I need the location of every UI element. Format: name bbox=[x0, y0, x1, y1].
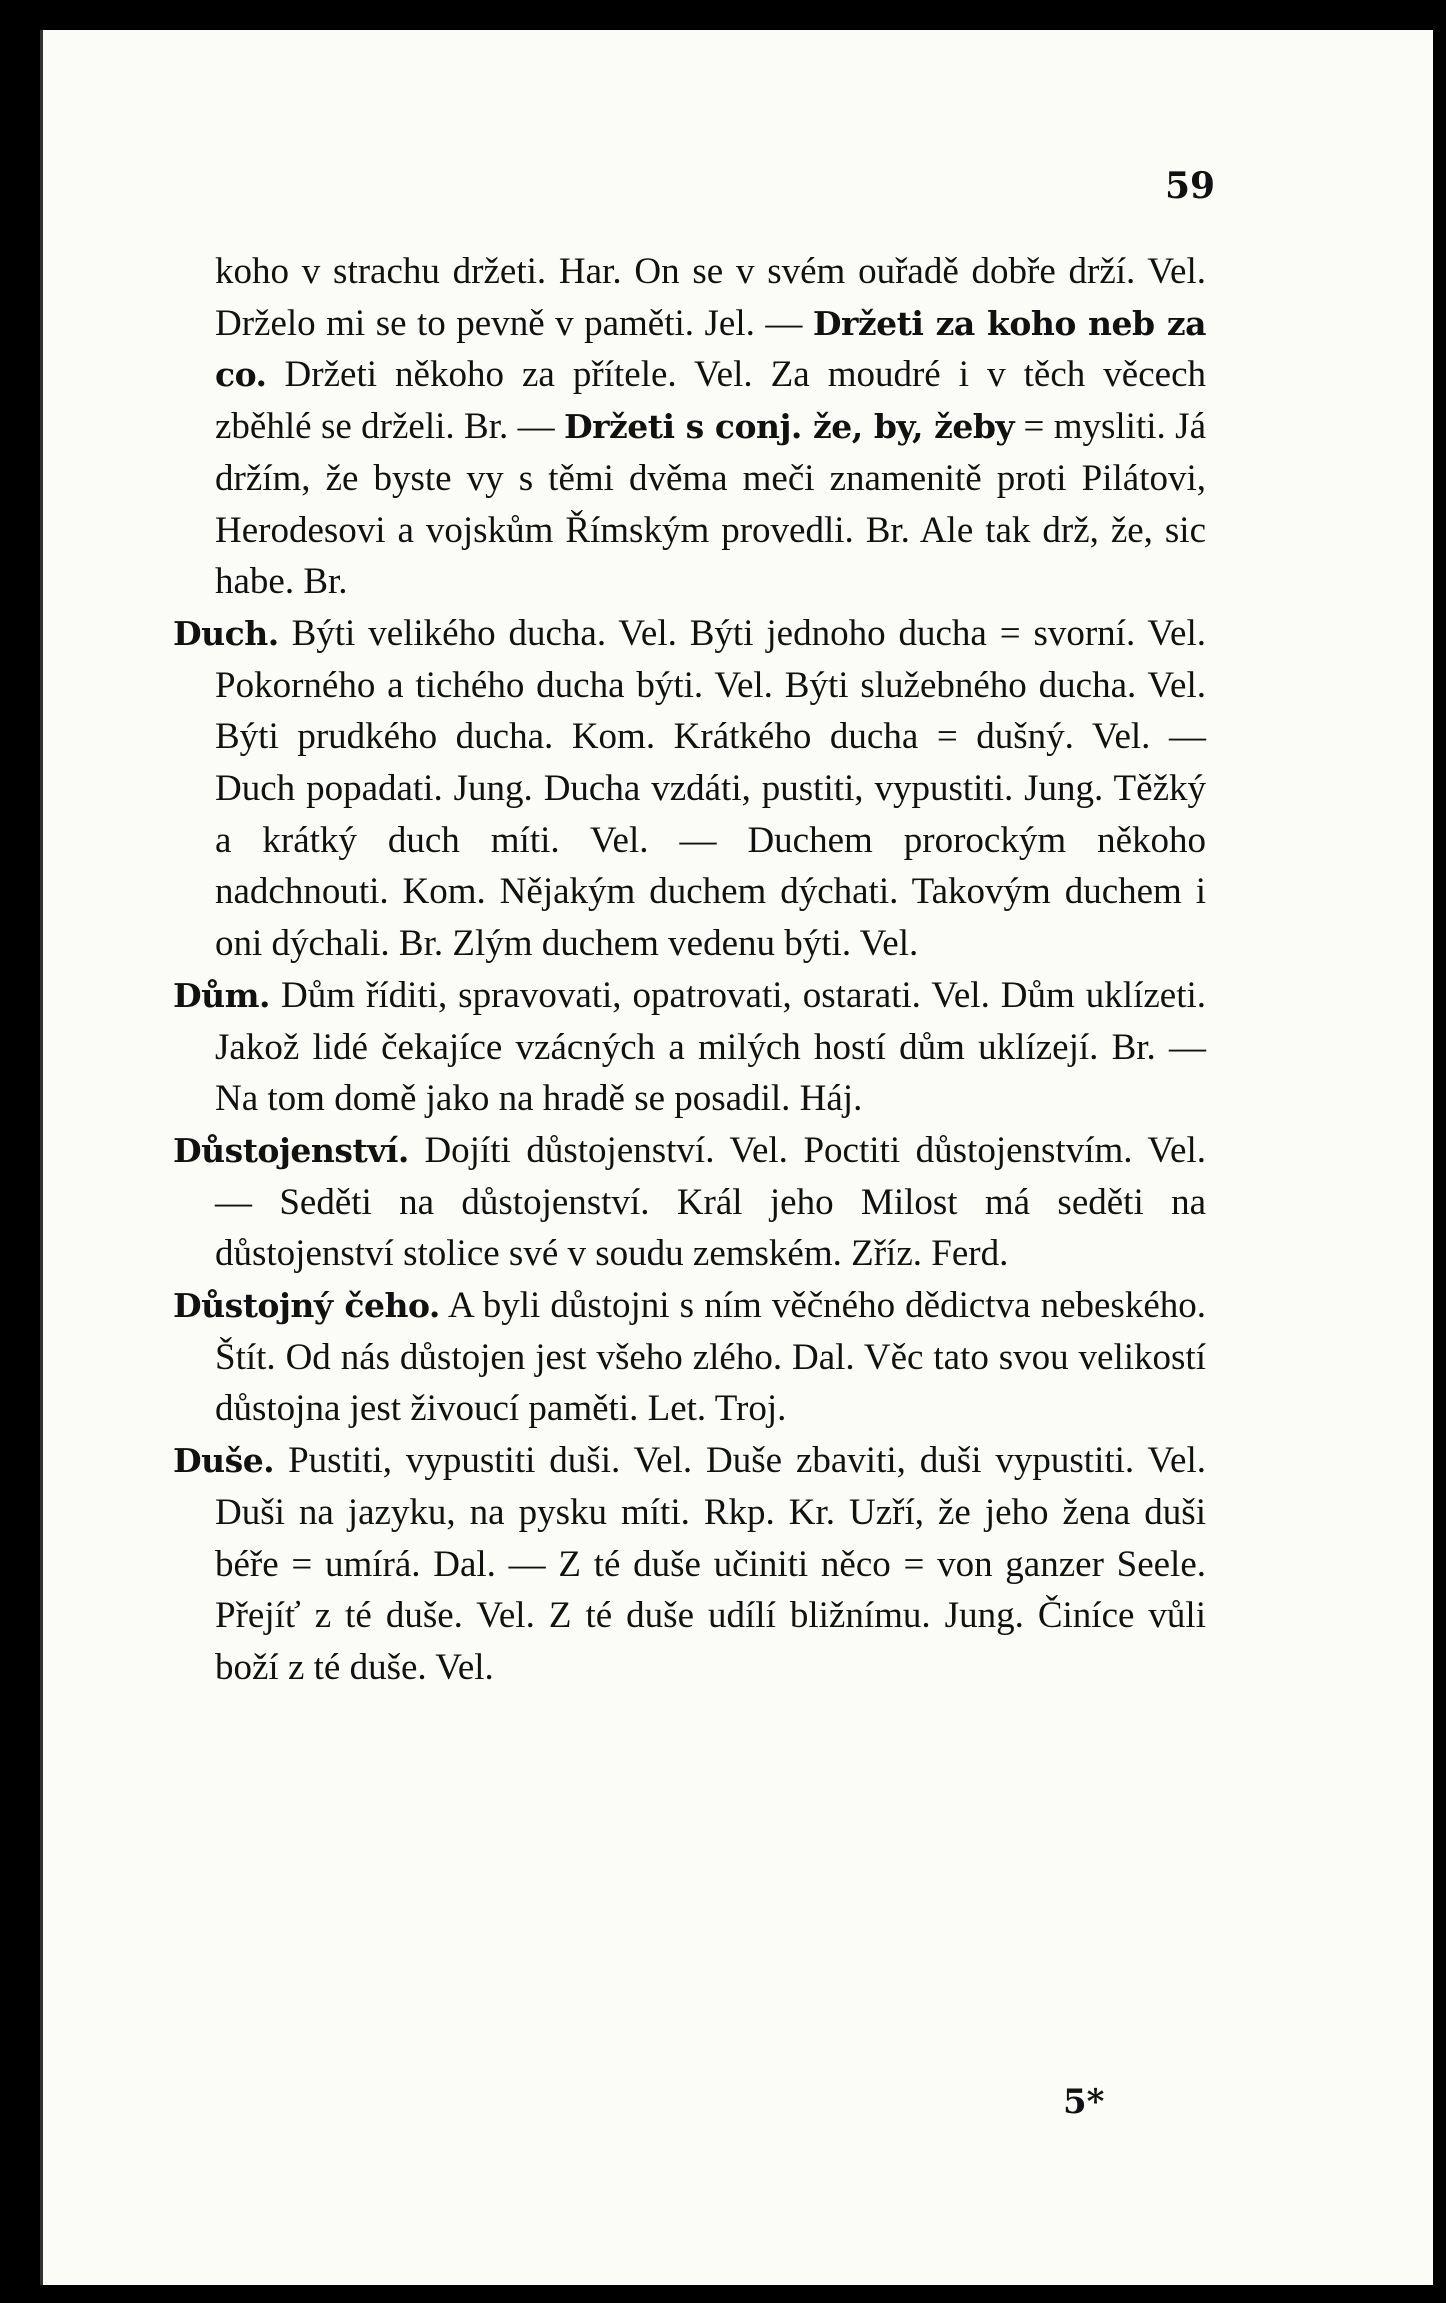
text-run: Pustiti, vypustiti duši. Vel. Duše zbaviti, duši vypustiti. Vel. Duši na jazyku, na pysku míti. Rkp. Kr. Uzří, že jeho žena duši béře = umírá. Dal. — Z té duše učiniti něco = von ganzer Seele. Přejíť z té duše. Vel. Z té duše udílí bližnímu. Jung. Činíce vůli boží z té duše. Vel. bbox=[215, 1440, 1206, 1688]
entry-dum bbox=[173, 970, 1206, 1125]
entry-dustojenstvi bbox=[173, 1125, 1206, 1280]
text-run: Býti velikého ducha. Vel. Býti jednoho ducha = svorní. Vel. Pokorného a tichého ducha býti. Vel. Býti služebného ducha. Vel. Býti prudkého ducha. Kom. Krátkého ducha = dušný. Vel. — Duch popadati. Jung. Ducha vzdáti, pustiti, vypustiti. Jung. Těžký a krátký duch míti. Vel. — Duchem prorockým někoho nadchnouti. Kom. Nějakým duchem dýchati. Takovým duchem i oni dýchali. Br. Zlým duchem vedenu býti. Vel. bbox=[215, 612, 1206, 965]
text-run: Dojíti důstojenství. Vel. Poctiti důstojenstvím. Vel. — Seděti na důstojenství. Král jeho Milost má seděti na důstojenství stolice své v soudu zemském. Zříz. Ferd. bbox=[215, 1129, 1206, 1275]
headword: Držeti za koho neb za co. bbox=[215, 303, 1206, 395]
headword: Duše. bbox=[173, 1441, 275, 1481]
text-run: koho v strachu držeti. Har. On se v svém ouřadě dobře drží. Vel. Drželo mi se to pevně v paměti. Jel. — bbox=[215, 251, 1206, 344]
text-run: Držeti někoho za přítele. Vel. Za moudré i v těch věcech zběhlé se drželi. Br. — bbox=[215, 354, 1206, 448]
headword: Držeti s conj. že, by, žeby bbox=[564, 407, 1015, 447]
headword: Duch. bbox=[173, 613, 279, 653]
signature-mark: 5* bbox=[1063, 2082, 1105, 2122]
entry-duse bbox=[173, 1435, 1206, 1694]
headword: Dům. bbox=[173, 975, 271, 1015]
dictionary-text bbox=[173, 246, 1206, 1694]
text-run: = mysliti. Já držím, že byste vy s těmi dvěma meči znamenitě proti Pilátovi, Herodesovi a vojskům Římským provedli. Br. Ale tak drž, že, sic habe. Br. bbox=[215, 406, 1206, 603]
entry-dustojny bbox=[173, 1280, 1206, 1435]
entry-duch bbox=[173, 608, 1206, 970]
text-run: A byli důstojni s ním věčného dědictva nebeského. Štít. Od nás důstojen jest všeho zlého. Dal. Věc tato svou velikostí důstojna jest živoucí paměti. Let. Troj. bbox=[215, 1285, 1207, 1430]
headword: Důstojný čeho. bbox=[173, 1286, 440, 1326]
paragraph-drzeti-continued bbox=[173, 246, 1206, 608]
headword: Důstojenství. bbox=[173, 1130, 409, 1170]
page-number: 59 bbox=[1165, 165, 1216, 207]
text-run: Dům říditi, spravovati, opatrovati, ostarati. Vel. Dům uklízeti. Jakož lidé čekajíce vzácných a milých hostí dům uklízejí. Br. — Na tom domě jako na hradě se posadil. Háj. bbox=[215, 974, 1206, 1120]
